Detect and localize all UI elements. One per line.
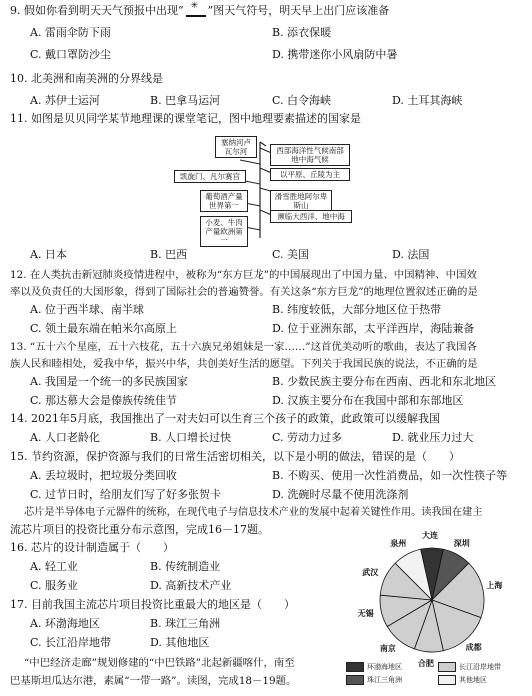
note-rivers: 塞纳河卢瓦尔河 — [215, 136, 257, 158]
q11-option-d[interactable]: D. 法国 — [392, 248, 430, 261]
q10-option-d[interactable]: D. 土耳其海峡 — [392, 94, 463, 107]
q16-option-b[interactable]: B. 传统制造业 — [150, 560, 221, 573]
q14-option-a[interactable]: A. 人口老龄化 — [30, 431, 100, 444]
q13-stem-line1: 13. “五十六个星座，五十六枝花，五十六族兄弟姐妹是一家……”这首优美动听的歌曲，表达了我国各 — [10, 341, 477, 353]
note-climate: 西部海洋性气候南部地中海气候 — [270, 144, 350, 166]
note-agriculture: 小麦、牛肉产量欧洲第一 — [200, 216, 248, 247]
q17-option-d[interactable]: D. 其他地区 — [150, 636, 210, 649]
q9-option-d[interactable]: D. 携带迷你小风扇防中暑 — [272, 48, 398, 61]
pie-label-上海: 上海 — [486, 581, 503, 591]
legend-swatch — [346, 675, 364, 685]
q13-option-b[interactable]: B. 少数民族主要分布在西南、西北和东北地区 — [272, 375, 497, 388]
pie-label-成都: 成都 — [465, 643, 482, 652]
q16-intro-line2: 流芯片项目的投资比重分布示意图，完成16－17题。 — [10, 523, 269, 536]
pie-label-合肥: 合肥 — [417, 658, 434, 668]
q15-option-b[interactable]: B. 不购买、使用一次性消费品，如一次性筷子等 — [272, 469, 508, 482]
q16-option-d[interactable]: D. 高新技术产业 — [150, 579, 232, 592]
legend-swatch — [438, 662, 456, 672]
pie-chart-svg — [342, 538, 528, 658]
pie-label-武汉: 武汉 — [362, 567, 379, 577]
q18-intro-line2: 巴基斯坦瓜达尔港，素属“一带一路”。读图，完成18－19题。 — [10, 675, 297, 687]
q11-notes-diagram — [170, 138, 350, 245]
q12-option-d[interactable]: D. 位于亚洲东部，太平洋西岸，海陆兼备 — [272, 322, 475, 335]
q10-option-b[interactable]: B. 巴拿马运河 — [150, 94, 221, 107]
q9-option-c[interactable]: C. 戴口罩防沙尘 — [30, 48, 112, 61]
q16-intro-line1: 芯片是半导体电子元器件的统称，在现代电子与信息技术产业的发展中起着关键性作用。读我国在建主 — [24, 507, 483, 518]
legend-swatch — [438, 675, 456, 685]
q12-option-c[interactable]: C. 领土最东端在帕米尔高原上 — [30, 322, 178, 335]
pie-label-南京: 南京 — [379, 644, 396, 654]
q9-stem — [10, 4, 389, 18]
note-landmarks: 凯旋门、凡尔赛宫 — [174, 170, 246, 183]
legend-item-珠江三角洲 — [346, 675, 402, 685]
q16-option-c[interactable]: C. 服务业 — [30, 579, 79, 592]
q10-option-a[interactable]: A. 苏伊士运河 — [30, 94, 100, 107]
legend-label: 长江沿岸地带 — [459, 663, 501, 671]
q14-option-c[interactable]: C. 劳动力过多 — [272, 431, 343, 444]
pie-label-大连: 大连 — [422, 531, 438, 540]
legend-label: 环渤海地区 — [367, 663, 402, 671]
q12-option-a[interactable]: A. 位于西半球、南半球 — [30, 303, 144, 316]
q14-stem: 14. 2021年5月底，我国推出了一对夫妇可以生育三个孩子的政策，此政策可以缓解我国 — [10, 412, 440, 425]
note-skiing: 滑雪胜地阿尔卑斯山 — [270, 190, 332, 212]
legend-item-环渤海地区 — [346, 662, 402, 672]
q13-option-d[interactable]: D. 汉族主要分布在我国中部和东部地区 — [272, 394, 464, 407]
q16-stem: 16. 芯片的设计制造属于（ ） — [10, 541, 174, 554]
q11-option-a[interactable]: A. 日本 — [30, 248, 67, 261]
q9-option-a[interactable]: A. 雷雨伞防下雨 — [30, 26, 111, 39]
note-wine: 葡萄酒产量世界第一 — [200, 190, 248, 212]
q10-stem: 10. 北美洲和南美洲的分界线是 — [10, 72, 163, 85]
legend-label: 珠江三角洲 — [367, 676, 402, 684]
q17-option-b[interactable]: B. 珠江三角洲 — [150, 617, 221, 630]
note-coast: 濒临大西洋、地中海 — [270, 210, 352, 223]
q13-stem-line2: 族人民和睦相处，爱我中华，振兴中华，共创美好生活的愿望。下列关于我国民族的说法，不正确的是 — [10, 358, 478, 370]
q12-stem-line2: 率以及负责任的大国形象，得到了国际社会的普遍赞誉。有关这条“东方巨龙”的地理位置叙述正确的是 — [10, 286, 478, 298]
q16-option-a[interactable]: A. 轻工业 — [30, 560, 78, 573]
q9-stem-after: ”图天气符号，明天早上出门应该准备 — [207, 4, 390, 17]
q10-option-c[interactable]: C. 白令海峡 — [272, 94, 332, 107]
legend-item-长江沿岸地带 — [438, 662, 501, 672]
q11-option-b[interactable]: B. 巴西 — [150, 248, 188, 261]
q17-option-a[interactable]: A. 环渤海地区 — [30, 617, 100, 630]
q12-stem-line1: 12. 在人类抗击新冠肺炎疫情进程中，被称为“东方巨龙”的中国展现出了中国力量、中国精神、中国效 — [10, 269, 477, 281]
legend-item-其他地区 — [438, 675, 487, 685]
pie-label-深圳: 深圳 — [453, 538, 470, 548]
q13-option-c[interactable]: C. 那达慕大会是傣族传统佳节 — [30, 394, 178, 407]
q17-option-c[interactable]: C. 长江沿岸地带 — [30, 636, 112, 649]
q17-stem: 17. 目前我国主流芯片项目投资比重最大的地区是（ ） — [10, 598, 295, 611]
q14-option-b[interactable]: B. 人口增长过快 — [150, 431, 232, 444]
snow-weather-icon — [186, 6, 206, 17]
legend-swatch — [346, 662, 364, 672]
chip-investment-chart — [342, 531, 528, 688]
q13-option-a[interactable]: A. 我国是一个统一的多民族国家 — [30, 375, 188, 388]
q12-option-b[interactable]: B. 纬度较低，大部分地区位于热带 — [272, 303, 442, 316]
q15-option-d[interactable]: D. 洗碗时尽量不使用洗涤剂 — [272, 488, 409, 501]
q15-option-c[interactable]: C. 过节日时，给朋友们写了好多张贺卡 — [30, 488, 222, 501]
pie-label-泉州: 泉州 — [390, 538, 407, 548]
q9-option-b[interactable]: B. 添衣保暖 — [272, 26, 332, 39]
q15-stem: 15. 节约资源，保护资源与我们的日常生活密切相关，以下是小明的做法，错误的是（ ） — [10, 450, 460, 463]
q15-option-a[interactable]: A. 丢垃圾时，把垃圾分类回收 — [30, 469, 177, 482]
q11-option-c[interactable]: C. 美国 — [272, 248, 310, 261]
q18-intro-line1: “中巴经济走廊”规划修建的“中巴铁路”北起新疆喀什，南至 — [24, 657, 295, 669]
q11-stem: 11. 如图是贝贝同学某节地理课的课堂笔记，图中地理要素描述的国家是 — [10, 112, 361, 125]
q9-stem-before: 9. 假如你看到明天天气预报中出现“ — [10, 4, 184, 17]
note-terrain: 以平原、丘陵为主 — [270, 168, 350, 181]
q14-option-d[interactable]: D. 就业压力过大 — [392, 431, 474, 444]
legend-label: 其他地区 — [459, 676, 487, 684]
pie-label-无锡: 无锡 — [357, 608, 374, 618]
